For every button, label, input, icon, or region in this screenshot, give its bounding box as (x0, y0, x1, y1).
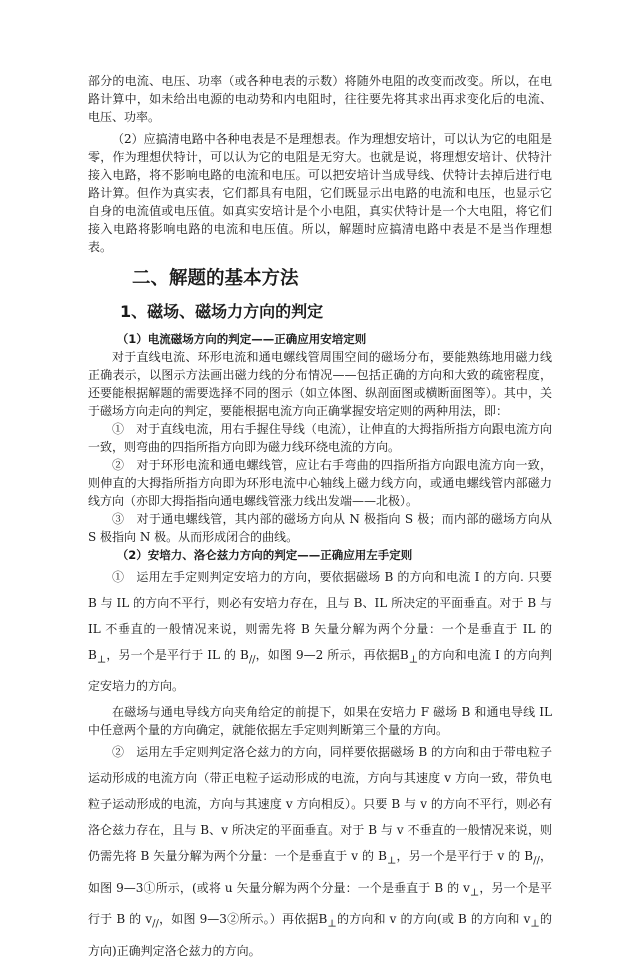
paragraph-ampere-force: ① 运用左手定则判定安培力的方向，要依据磁场 B 的方向和电流 I 的方向. 只要 B 与 IL 的方向不平行，则必有安培力存在，且与 B、IL 所决定的平面垂直。对于 B 与 IL 不垂直的一般情况来说，则需先将 B 矢量分解为两个分量：一个是垂直于 IL 的$B_\perp$，另一个是平行于 IL 的 $B_{//}$，如图 9—2 所示，再依据$B_\perp$的方向和电流 I 的方向判定安培力的方向。 (88, 570, 552, 694)
paragraph-third-quantity: 在磁场与通电导线方向夹角给定的前提下，如果在安培力 F 磁场 B 和通电导线 IL 中任意两个量的方向确定，就能依据左手定则判断第三个量的方向。 (88, 705, 552, 738)
perp-subscript: ⊥ (327, 918, 337, 930)
perp-subscript: ⊥ (386, 855, 397, 867)
paragraph-ideal-meters: （2）应搞清电路中各种电表是不是理想表。作为理想安培计，可以认为它的电阻是零，作为理想伏特计，可以认为它的电阻是无穷大。也就是说，将理想安培计、伏特汁接入电路，将不影响电路的电流和电压。可以把安培计当成导线、伏特计去掉后进行电路计算。但作为真实表，它们都具有电阻，它们既显示出电路的电流和电压，也显示它自身的电流值或电压值。如真实安培计是个小电阻，真实伏特计是一个大电阻，将它们接入电路将影响电路的电流和电压值。所以，解题时应搞清电路中表是不是当作理想表。 (88, 132, 552, 254)
paragraph-lorentz-force: ② 运用左手定则判定洛仑兹力的方向，同样要依据磁场 B 的方向和由于带电粒子运动形成的电流方向（带正电粒子运动形成的电流，方向与其速度 v 方向一致，带负电粒子运动形成的电流，方向与其速度 v 方向相反）。只要 B 与 v 的方向不平行，则必有洛仑兹力存在，且与 B、v 所决定的平面垂直。对于 B 与 v 不垂直的一般情况来说，则仍需先将 B 矢量分解为两个分量：一个是垂直于 v 的 $B_\perp$，另一个是平行于 v 的 $B_{//}$，如图 9—3①所示，(或将 u 矢量分解为两个分量：一个是垂直于 B 的 $v_\perp$，另一个是平行于 B 的 $v_{//}$，如图 9—3②所示。）再依据$B_\perp$的方向和 v 的方向(或 B 的方向和 $v_\perp$的方向)正确判定洛仑兹力的方向。 (88, 745, 552, 958)
page-content (88, 72, 552, 964)
heading-left-hand-rule: （2）安培力、洛仑兹力方向的判定——正确应用左手定则 (116, 548, 413, 562)
parallel-subscript: // (152, 918, 159, 930)
paragraph-rule-loop-solenoid: ② 对于环形电流和通电螺线管，应让右手弯曲的四指所指方向跟电流方向一致，则伸直的大拇指所指方向即为环形电流中心轴线上磁力线方向，或通电螺线管内部磁力线方向（亦即大拇指指向通电螺线管涨力线出发端——北极）。 (88, 458, 552, 508)
paragraph-rule-straight-wire: ① 对于直线电流，用右手握住导线（电流），让伸直的大拇指所指方向跟电流方向一致，则弯曲的四指所指方向即为磁力线环绕电流的方向。 (88, 422, 552, 454)
perp-subscript: ⊥ (408, 654, 419, 666)
heading-ampere-rule: （1）电流磁场方向的判定——正确应用安培定则 (116, 332, 367, 346)
subsection-heading: 1、磁场、磁场力方向的判定 (120, 302, 324, 321)
parallel-subscript: // (533, 855, 540, 867)
perp-subscript: ⊥ (469, 887, 480, 899)
section-heading: 二、解题的基本方法 (132, 268, 299, 289)
paragraph-field-lines: 对于直线电流、环形电流和通电螺线管周围空间的磁场分布，要能熟练地用磁力线正确表示，以图示方法画出磁力线的分布情况——包括正确的方向和大致的疏密程度，还要能根据解题的需要选择不同的图示（如立体图、纵剖面图或横断面图等）。其中，关于磁场方向走向的判定，要能根据电流方向正确掌握安培定则的两种用法，即： (88, 350, 552, 418)
parallel-subscript: // (248, 654, 256, 666)
paragraph-rule-solenoid-poles: ③ 对于通电螺线管，其内部的磁场方向从 N 极指向 S 极；而内部的磁场方向从 S 极指向 N 极。从而形成闭合的曲线。 (88, 512, 552, 544)
perp-subscript: ⊥ (530, 918, 540, 930)
perp-subscript: ⊥ (96, 654, 107, 666)
paragraph-circuit-change: 部分的电流、电压、功率（或各种电表的示数）将随外电阻的改变而改变。所以，在电路计算中，如未给出电源的电动势和内电阻时，往往要先将其求出再求变化后的电流、电压、功率。 (88, 74, 552, 124)
